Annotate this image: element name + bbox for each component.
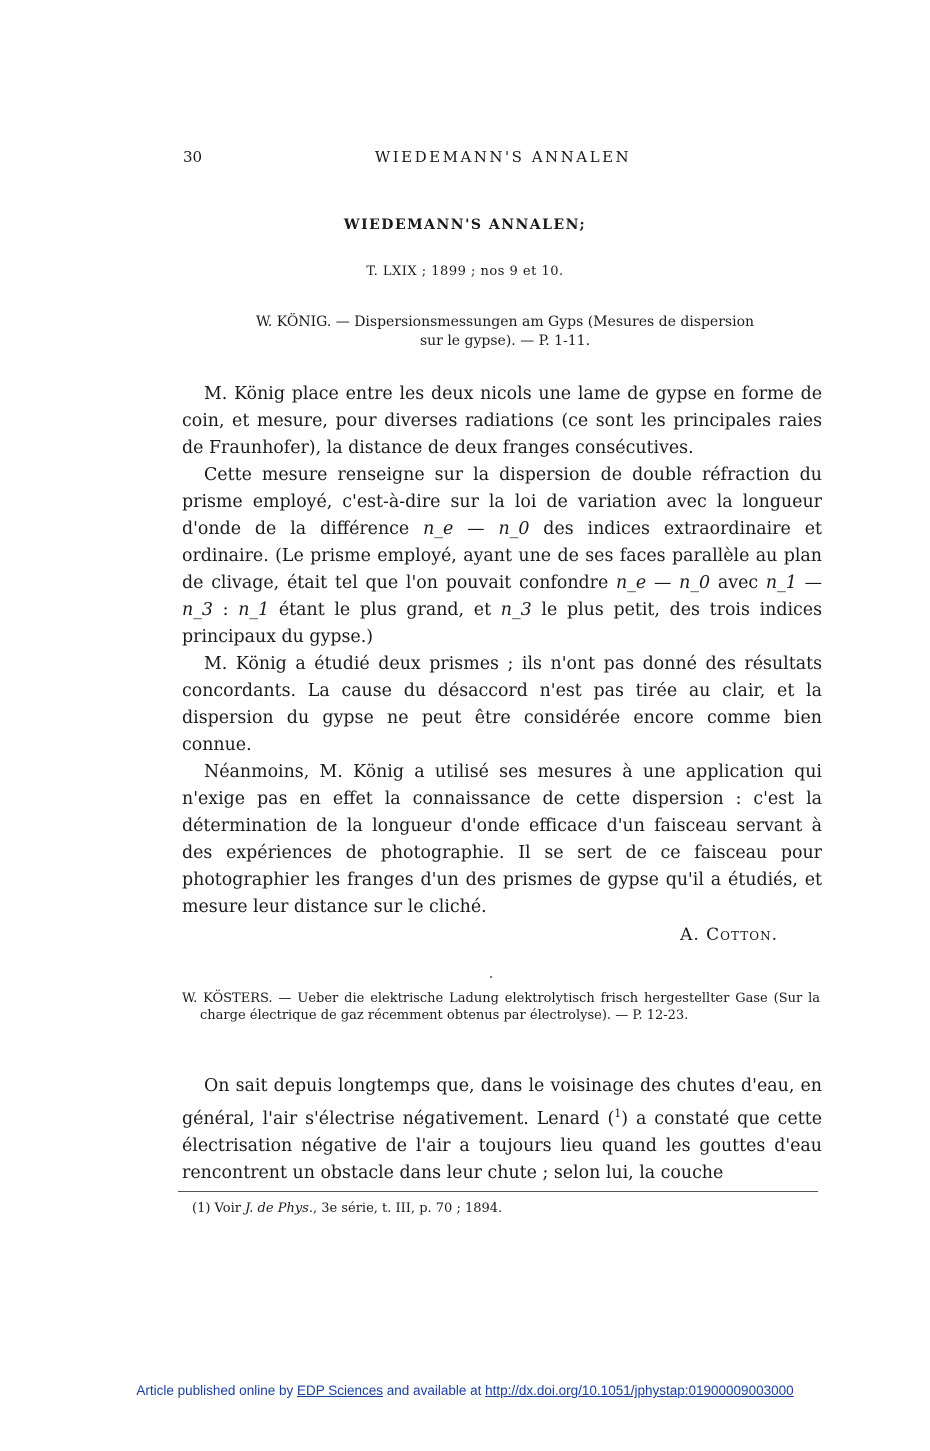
article1-paragraph-1: M. König place entre les deux nicols une lame de gypse en forme de coin, et mesure, pour diverses radiations (ce sont les principales raies de Fraunhofer), la distance de deux franges consécutives. [182, 384, 822, 458]
page-number: 30 [183, 148, 203, 166]
running-header [183, 148, 823, 170]
article2-title-text: W. KÖSTERS. — Ueber die elektrische Ladung elektrolytisch frisch hergestellter Gase (Sur la charge électrique de gaz récemment obtenus par électrolyse). — P. 12-23. [182, 991, 820, 1023]
text-run: , 3e série, t. III, p. 70 ; 1894. [312, 1201, 503, 1216]
text-run: avec [710, 573, 766, 593]
article1-body [182, 381, 822, 921]
article1-paragraph-4: Néanmoins, M. König a utilisé ses mesures à une application qui n'exige pas en effet la connaissance de cette dispersion : c'est la détermination de la longueur d'onde efficace d'un faisceau servant à des expériences de photographie. Il se sert de ce faisceau pour photographier les franges d'un des prismes de gypse qu'il a étudiés, et mesure leur distance sur le cliché. [182, 762, 822, 917]
formula-ne-n0-2: n_e — n_0 [616, 573, 711, 593]
var-n3: n_3 [500, 600, 532, 620]
article1-author [680, 925, 778, 945]
doi-link[interactable]: http://dx.doi.org/10.1051/jphystap:01900009003000 [485, 1383, 794, 1398]
separator-dot [490, 976, 492, 978]
formula-ne-n0: n_e — n_0 [423, 519, 530, 539]
running-journal-title: WIEDEMANN'S ANNALEN [374, 148, 632, 166]
article2-body [182, 1073, 822, 1187]
article2-title [182, 990, 820, 1024]
issue-line: T. LXIX ; 1899 ; nos 9 et 10. [366, 264, 564, 279]
footer-middle: and available at [383, 1383, 486, 1398]
var-n1: n_1 [238, 600, 270, 620]
article1-title-line1: W. KÖNIG. — Dispersionsmessungen am Gyps (Mesures de dispersion [255, 314, 755, 330]
article1-title-line2: sur le gypse). — P. 1-11. [419, 333, 591, 349]
text-run: Cette mesure renseigne sur la dispersion de double réfraction du prisme employé, c'est-à-dire sur la loi de variation avec la longueur d'onde de la différence [182, 465, 822, 539]
footnote-journal: J. de Phys. [245, 1201, 313, 1216]
footnote-ref: 1 [614, 1107, 622, 1120]
text-run: étant le plus grand, et [269, 600, 501, 620]
publisher-footer [0, 1383, 930, 1398]
footer-prefix: Article published online by [136, 1383, 297, 1398]
text-run: le plus petit, des trois indices principaux du gypse.) [182, 600, 823, 647]
publisher-link[interactable]: EDP Sciences [296, 1383, 384, 1398]
article1-paragraph-3: M. König a étudié deux prismes ; ils n'ont pas donné des résultats concordants. La cause du désaccord n'est pas tirée au clair, et la dispersion du gypse ne peut être considérée encore comme bien connue. [182, 654, 822, 755]
article1-paragraph-2 [182, 462, 822, 651]
author-initial: A. [680, 925, 700, 945]
footnote-mark: (1) [192, 1201, 211, 1216]
text-run: Voir [210, 1201, 246, 1216]
article2-paragraph-1 [182, 1073, 822, 1187]
article1-title [215, 313, 795, 351]
text-run: : [212, 600, 239, 620]
footnote-rule [178, 1191, 818, 1192]
text-run: des indices extraordinaire et ordinaire. (Le prisme employé, ayant une de ses faces parallèle au plan de clivage, était tel que l'on pouvait confondre [182, 519, 822, 593]
journal-heading: WIEDEMANN'S ANNALEN; [343, 217, 587, 233]
text-run: On sait depuis longtemps que, dans le voisinage des chutes d'eau, en général, l'air s'électrise négativement. Lenard ( [182, 1076, 822, 1129]
footnote [192, 1201, 502, 1216]
author-name: Cotton. [706, 925, 778, 945]
formula-n1-n3: n_1 — n_3 [182, 573, 822, 620]
text-run: ) a constaté que cette électrisation négative de l'air a toujours lieu quand les gouttes d'eau rencontrent un obstacle dans leur chute ; selon lui, la couche [182, 1108, 822, 1183]
